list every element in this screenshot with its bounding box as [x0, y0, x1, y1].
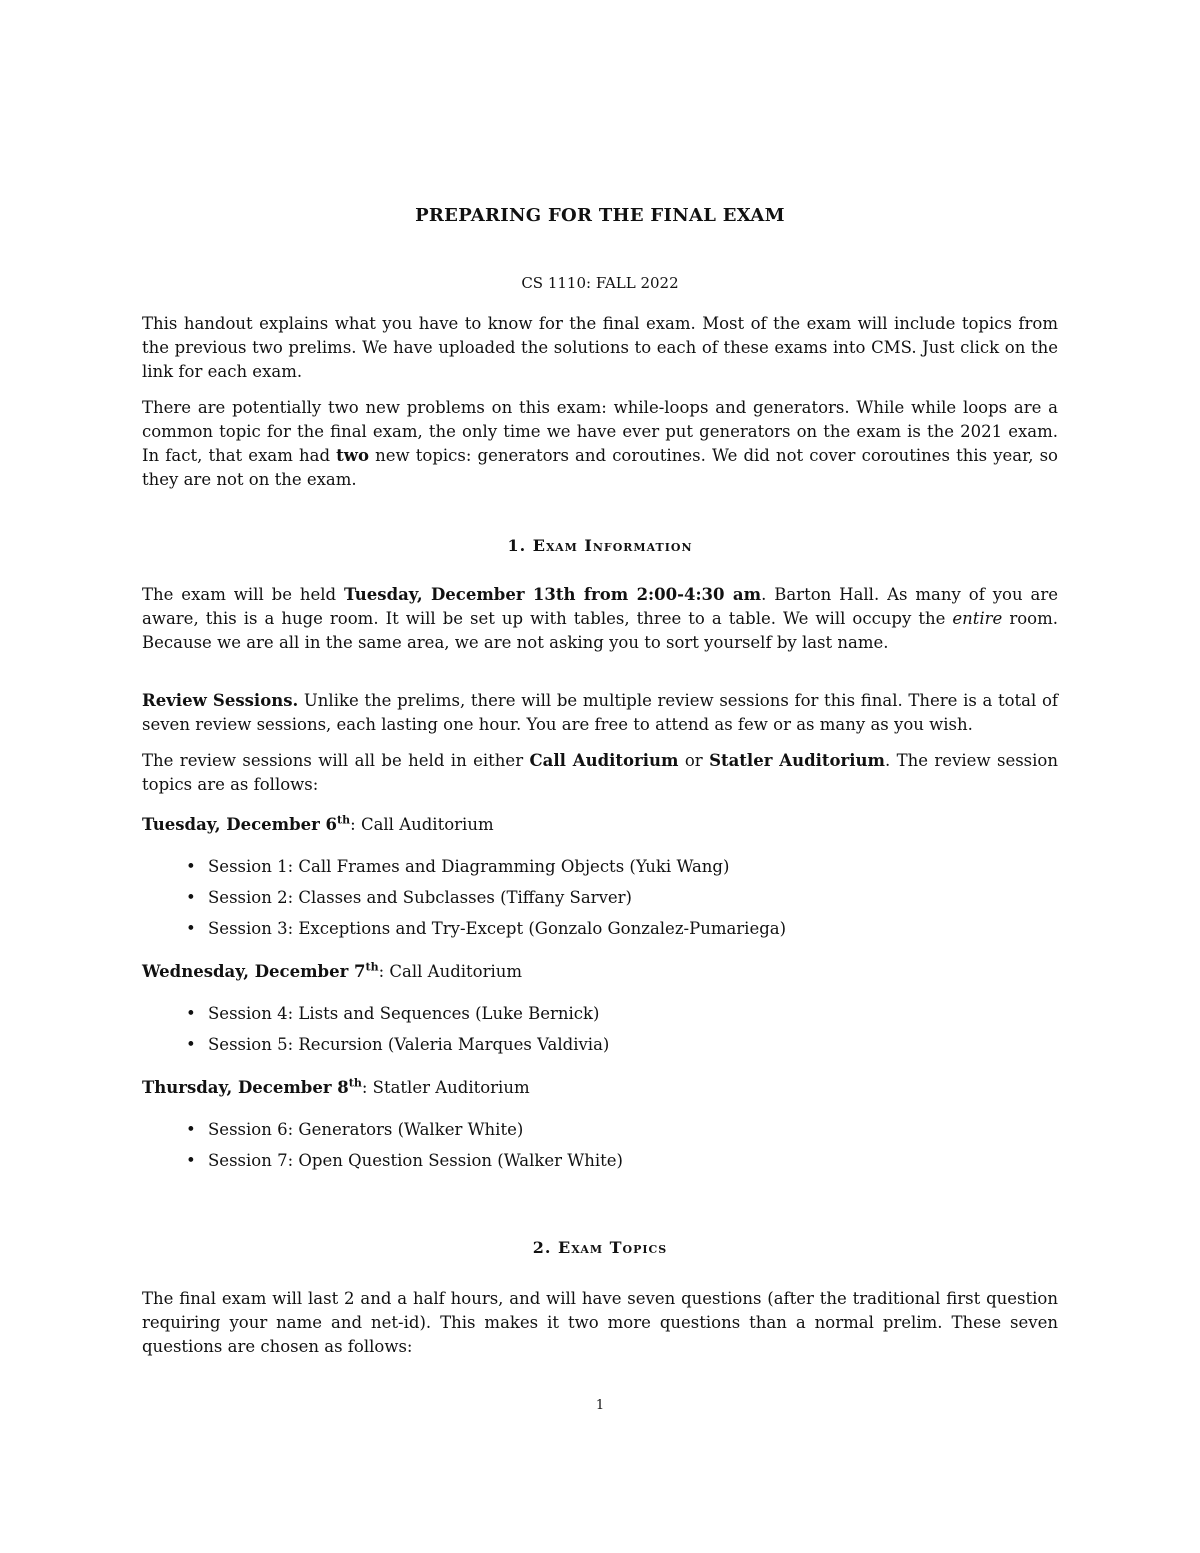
- day-ordinal: th: [337, 813, 351, 827]
- session-text: Session 2: Classes and Subclasses (Tiffany Sarver): [208, 888, 632, 907]
- location-call: Call Auditorium: [529, 751, 679, 770]
- location-statler: Statler Auditorium: [709, 751, 885, 770]
- page-content: [142, 205, 1058, 1359]
- bullet-icon: •: [186, 888, 196, 907]
- document-title: PREPARING FOR THE FINAL EXAM: [415, 205, 785, 226]
- review-locations-paragraph: [142, 749, 1058, 797]
- day-label: [142, 815, 350, 834]
- exam-info-emphasis: entire: [952, 609, 1003, 628]
- exam-date-time: Tuesday, December 13th from 2:00-4:30 am: [344, 585, 762, 604]
- review-day-tuesday: [142, 813, 1058, 837]
- list-item: [186, 1114, 1058, 1145]
- bullet-icon: •: [186, 857, 196, 876]
- review-locations-text-a: The review sessions will all be held in either: [142, 751, 530, 770]
- day-location: : Call Auditorium: [378, 962, 523, 981]
- bullet-icon: •: [186, 1120, 196, 1139]
- exam-info-paragraph: [142, 583, 1058, 655]
- list-item: [186, 998, 1058, 1029]
- review-sessions-label: Review Sessions.: [142, 691, 299, 710]
- session-text: Session 6: Generators (Walker White): [208, 1120, 524, 1139]
- day-label: [142, 1078, 362, 1097]
- intro-p2-text-a: There are potentially two new problems on this exam: while-loops and generators. While while loops are a common topic for the final exam, the only time we have ever put generators on the exam is the 2021 exam. In fact, that exam had: [142, 398, 1058, 465]
- session-list-thursday: [142, 1114, 1058, 1176]
- exam-info-text-a: The exam will be held: [142, 585, 345, 604]
- day-label: [142, 962, 379, 981]
- session-text: Session 1: Call Frames and Diagramming Objects (Yuki Wang): [208, 857, 730, 876]
- list-item: [186, 882, 1058, 913]
- review-locations-text-b: . The review session topics are as follows:: [142, 751, 1058, 794]
- session-text: Session 4: Lists and Sequences (Luke Bernick): [208, 1004, 600, 1023]
- page-number: 1: [595, 1398, 605, 1413]
- list-item: [186, 1145, 1058, 1176]
- review-day-thursday: [142, 1076, 1058, 1100]
- bullet-icon: •: [186, 1151, 196, 1170]
- intro-paragraph-1: This handout explains what you have to know for the final exam. Most of the exam will include topics from the previous two prelims. We have uploaded the solutions to each of these exams into CMS. Just click on the link for each exam.: [142, 314, 1058, 381]
- list-item: [186, 1029, 1058, 1060]
- course-subtitle: CS 1110: FALL 2022: [521, 274, 679, 292]
- intro-paragraph-2: [142, 396, 1058, 492]
- session-text: Session 5: Recursion (Valeria Marques Valdivia): [208, 1035, 610, 1054]
- review-locations-or: or: [678, 751, 710, 770]
- session-list-tuesday: [142, 851, 1058, 944]
- bullet-icon: •: [186, 919, 196, 938]
- day-location: : Statler Auditorium: [361, 1078, 530, 1097]
- day-location: : Call Auditorium: [350, 815, 494, 834]
- list-item: [186, 851, 1058, 882]
- bullet-icon: •: [186, 1035, 196, 1054]
- exam-topics-paragraph: The final exam will last 2 and a half hours, and will have seven questions (after the traditional first question requiring your name and net-id). This makes it two more questions than a normal prelim. These seven questions are chosen as follows:: [142, 1289, 1058, 1356]
- session-text: Session 3: Exceptions and Try-Except (Gonzalo Gonzalez-Pumariega): [208, 919, 787, 938]
- exam-info-text-b: . Barton Hall. As many of you are aware, this is a huge room. It will be set up with tables, three to a table. We will occupy the: [142, 585, 1058, 628]
- bullet-icon: •: [186, 1004, 196, 1023]
- intro-p2-text-b: new topics: generators and coroutines. We did not cover coroutines this year, so they are not on the exam.: [142, 446, 1058, 489]
- review-day-wednesday: [142, 960, 1058, 984]
- section-2-heading: 2. Exam Topics: [532, 1238, 668, 1257]
- day-name: Tuesday, December 6: [142, 815, 338, 834]
- intro-p2-bold: two: [336, 446, 369, 465]
- day-name: Wednesday, December 7: [142, 962, 366, 981]
- session-text: Session 7: Open Question Session (Walker White): [208, 1151, 623, 1170]
- review-sessions-text: Unlike the prelims, there will be multiple review sessions for this final. There is a total of seven review sessions, each lasting one hour. You are free to attend as few or as many as you wish.: [142, 691, 1058, 734]
- day-ordinal: th: [348, 1076, 362, 1090]
- exam-info-text-c: room. Because we are all in the same area, we are not asking you to sort yourself by last name.: [142, 609, 1058, 652]
- section-1-heading: 1. Exam Information: [507, 536, 693, 555]
- day-ordinal: th: [365, 960, 379, 974]
- day-name: Thursday, December 8: [142, 1078, 349, 1097]
- review-sessions-paragraph: [142, 689, 1058, 737]
- session-list-wednesday: [142, 998, 1058, 1060]
- list-item: [186, 913, 1058, 944]
